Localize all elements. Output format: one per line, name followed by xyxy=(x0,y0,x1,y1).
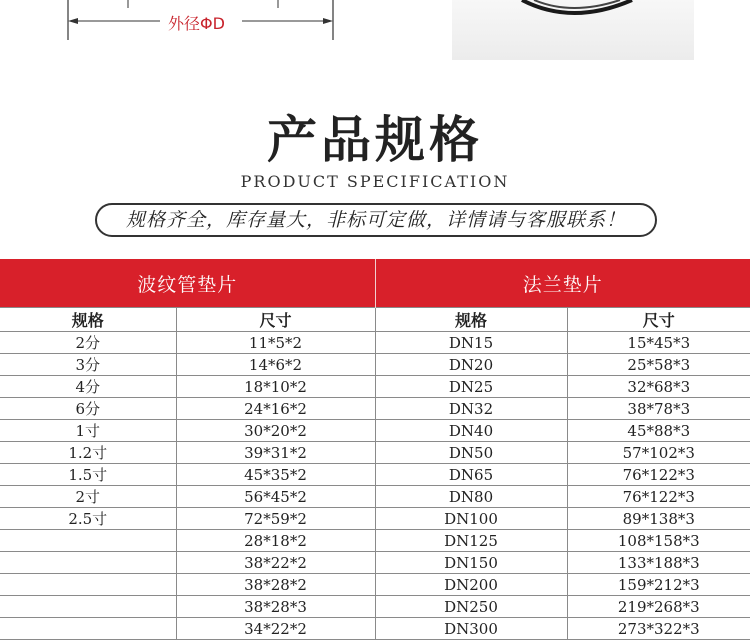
page-title: 产品规格 xyxy=(267,110,483,169)
bellows-spec-cell xyxy=(0,530,176,552)
flange-spec-cell: DN250 xyxy=(375,596,567,618)
bellows-size-cell: 30*20*2 xyxy=(176,420,375,442)
table-body xyxy=(0,332,750,640)
column-header-size: 尺寸 xyxy=(567,308,750,332)
table-row xyxy=(0,354,750,376)
flange-size-cell: 159*212*3 xyxy=(567,574,750,596)
flange-size-cell: 76*122*3 xyxy=(567,486,750,508)
flange-size-cell: 273*322*3 xyxy=(567,618,750,640)
flange-size-cell: 57*102*3 xyxy=(567,442,750,464)
flange-size-cell: 89*138*3 xyxy=(567,508,750,530)
flange-spec-cell: DN125 xyxy=(375,530,567,552)
column-header-spec: 规格 xyxy=(0,308,176,332)
bellows-spec-cell: 3分 xyxy=(0,354,176,376)
product-diagram-area xyxy=(0,0,750,70)
flange-size-cell: 15*45*3 xyxy=(567,332,750,354)
bellows-spec-cell xyxy=(0,574,176,596)
flange-size-cell: 133*188*3 xyxy=(567,552,750,574)
gasket-photo xyxy=(452,0,694,60)
bellows-spec-cell: 2分 xyxy=(0,332,176,354)
flange-size-cell: 219*268*3 xyxy=(567,596,750,618)
slogan-banner xyxy=(95,203,657,237)
table-row xyxy=(0,464,750,486)
outer-diameter-label: 外径ΦD xyxy=(165,11,228,34)
column-header-size: 尺寸 xyxy=(176,308,375,332)
table-row xyxy=(0,376,750,398)
column-header-row xyxy=(0,308,750,332)
flange-size-cell: 25*58*3 xyxy=(567,354,750,376)
group-header-bellows: 波纹管垫片 xyxy=(0,259,375,308)
flange-spec-cell: DN20 xyxy=(375,354,567,376)
bellows-spec-cell xyxy=(0,552,176,574)
bellows-size-cell: 24*16*2 xyxy=(176,398,375,420)
flange-spec-cell: DN40 xyxy=(375,420,567,442)
flange-spec-cell: DN200 xyxy=(375,574,567,596)
group-header-flange: 法兰垫片 xyxy=(375,259,750,308)
slogan-text: 规格齐全，库存量大，非标可定做，详情请与客服联系！ xyxy=(125,209,626,231)
bellows-spec-cell: 1寸 xyxy=(0,420,176,442)
flange-spec-cell: DN300 xyxy=(375,618,567,640)
flange-size-cell: 32*68*3 xyxy=(567,376,750,398)
bellows-spec-cell: 2寸 xyxy=(0,486,176,508)
bellows-spec-cell: 1.5寸 xyxy=(0,464,176,486)
flange-size-cell: 108*158*3 xyxy=(567,530,750,552)
table-row xyxy=(0,486,750,508)
bellows-size-cell: 72*59*2 xyxy=(176,508,375,530)
page-subtitle: PRODUCT SPECIFICATION xyxy=(240,172,510,191)
table-row xyxy=(0,530,750,552)
flange-size-cell: 38*78*3 xyxy=(567,398,750,420)
bellows-size-cell: 14*6*2 xyxy=(176,354,375,376)
table-row xyxy=(0,596,750,618)
group-header-row xyxy=(0,259,750,308)
flange-size-cell: 76*122*3 xyxy=(567,464,750,486)
bellows-size-cell: 38*28*3 xyxy=(176,596,375,618)
bellows-size-cell: 11*5*2 xyxy=(176,332,375,354)
bellows-size-cell: 34*22*2 xyxy=(176,618,375,640)
bellows-size-cell: 18*10*2 xyxy=(176,376,375,398)
flange-spec-cell: DN25 xyxy=(375,376,567,398)
specification-table xyxy=(0,259,750,640)
flange-spec-cell: DN50 xyxy=(375,442,567,464)
bellows-size-cell: 38*22*2 xyxy=(176,552,375,574)
table-row xyxy=(0,574,750,596)
table-row xyxy=(0,508,750,530)
flange-spec-cell: DN15 xyxy=(375,332,567,354)
table-row xyxy=(0,552,750,574)
flange-spec-cell: DN65 xyxy=(375,464,567,486)
bellows-size-cell: 28*18*2 xyxy=(176,530,375,552)
bellows-size-cell: 38*28*2 xyxy=(176,574,375,596)
flange-spec-cell: DN100 xyxy=(375,508,567,530)
bellows-spec-cell xyxy=(0,596,176,618)
table-row xyxy=(0,442,750,464)
bellows-spec-cell: 1.2寸 xyxy=(0,442,176,464)
table-row xyxy=(0,398,750,420)
bellows-spec-cell: 6分 xyxy=(0,398,176,420)
table-row xyxy=(0,332,750,354)
flange-size-cell: 45*88*3 xyxy=(567,420,750,442)
flange-spec-cell: DN32 xyxy=(375,398,567,420)
flange-spec-cell: DN80 xyxy=(375,486,567,508)
table-row xyxy=(0,618,750,640)
bellows-spec-cell xyxy=(0,618,176,640)
bellows-size-cell: 39*31*2 xyxy=(176,442,375,464)
table-row xyxy=(0,420,750,442)
bellows-spec-cell: 4分 xyxy=(0,376,176,398)
column-header-spec: 规格 xyxy=(375,308,567,332)
bellows-spec-cell: 2.5寸 xyxy=(0,508,176,530)
bellows-size-cell: 56*45*2 xyxy=(176,486,375,508)
bellows-size-cell: 45*35*2 xyxy=(176,464,375,486)
flange-spec-cell: DN150 xyxy=(375,552,567,574)
